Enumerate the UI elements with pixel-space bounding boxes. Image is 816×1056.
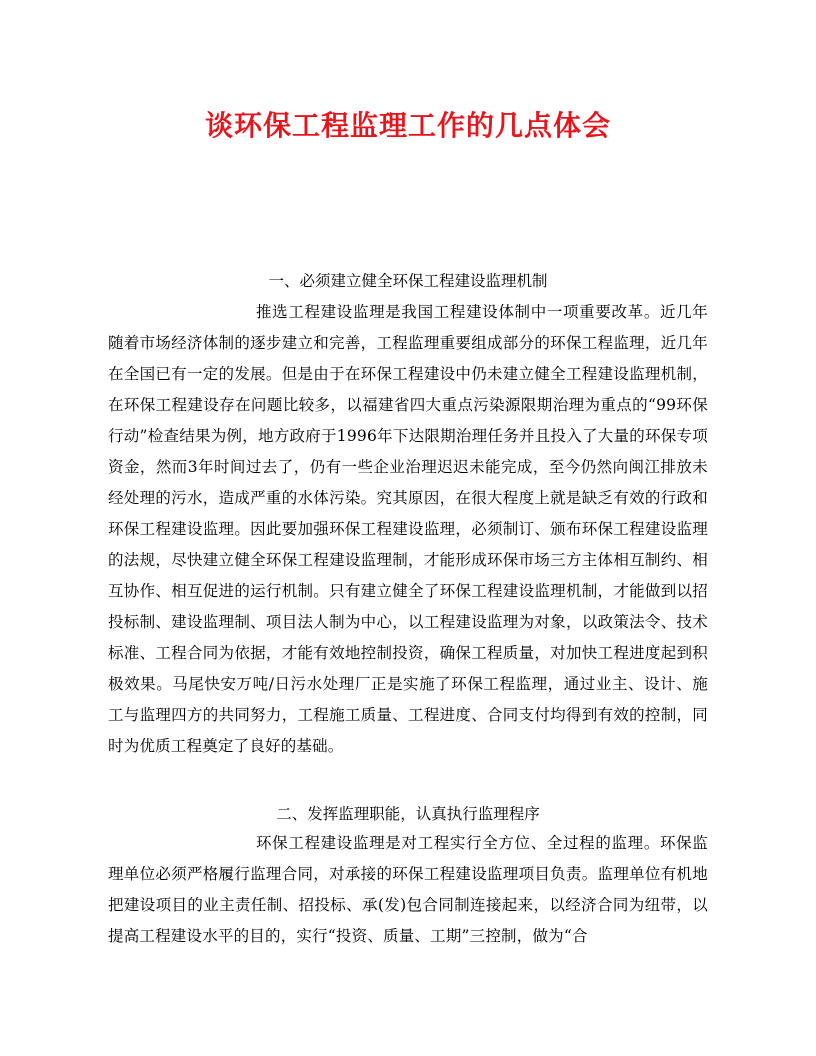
document-title: 谈环保工程监理工作的几点体会 — [204, 109, 611, 142]
section-heading-1: 一、必须建立健全环保工程建设监理机制 — [268, 272, 548, 290]
section-paragraph-1: 推选工程建设监理是我国工程建设体制中一项重要改革。近几年随着市场经济体制的逐步建立和完善，工程监理重要组成部分的环保工程监理，近几年在全国已有一定的发展。但是由于在环保工程建设中仍未建立健全工程建设监理机制，在环保工程建设存在问题比较多，以福建省四大重点污染源限期治理为重点的“99环保行动”检查结果为例，地方政府于1996年下达限期治理任务并且投入了大量的环保专项资金，然而3年时间过去了，仍有一些企业治理迟迟未能完成，至今仍然向闽江排放未经处理的污水，造成严重的水体污染。究其原因，在很大程度上就是缺乏有效的行政和环保工程建设监理。因此要加强环保工程建设监理，必须制订、颁布环保工程建设监理的法规，尽快建立健全环保工程建设监理制，才能形成环保市场三方主体相互制约、相互协作、相互促进的运行机制。只有建立健全了环保工程建设监理机制，才能做到以招投标制、建设监理制、项目法人制为中心，以工程建设监理为对象，以政策法令、技术标准、工程合同为依据，才能有效地控制投资，确保工程质量，对加快工程进度起到积极效果。马尾快安万吨/日污水处理厂正是实施了环保工程监理，通过业主、设计、施工与监理四方的共同努力，工程施工质量、工程进度、合同支付均得到有效的控制，同时为优质工程奠定了良好的基础。 — [108, 303, 708, 755]
section-heading-2: 二、发挥监理职能，认真执行监理程序 — [276, 805, 540, 823]
section-paragraph-2: 环保工程建设监理是对工程实行全方位、全过程的监理。环保监理单位必须严格履行监理合同，对承接的环保工程建设监理项目负责。监理单位有机地把建设项目的业主责任制、招投标、承(发)包合同制连接起来，以经济合同为纽带，以提高工程建设水平的目的，实行“投资、质量、工期”三控制，做为“合 — [108, 834, 708, 945]
